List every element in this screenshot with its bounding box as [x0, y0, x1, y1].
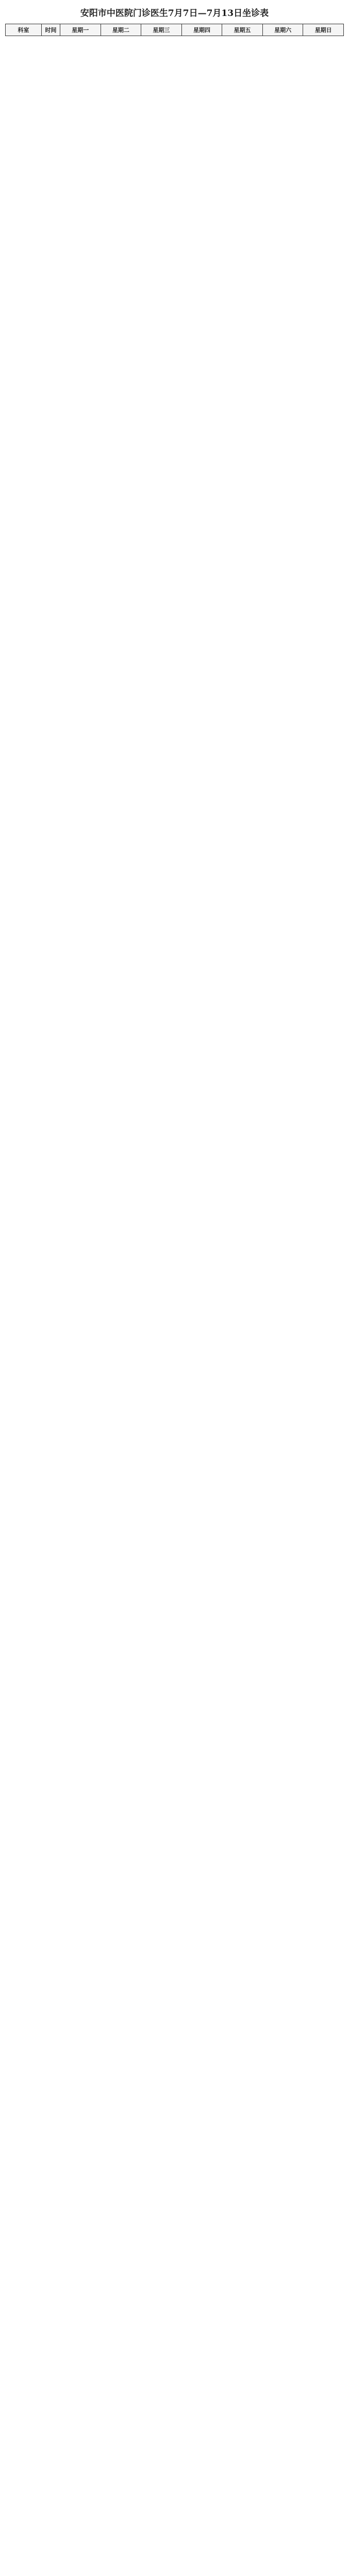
- header-row: [6, 24, 344, 36]
- schedule-page: [5, 0, 344, 36]
- header-day: 星期二: [101, 24, 141, 36]
- header-day: 星期三: [141, 24, 182, 36]
- header-day: 星期六: [262, 24, 303, 36]
- header-day: 星期五: [222, 24, 263, 36]
- header-slot: 时间: [42, 24, 60, 36]
- header-dept: 科室: [6, 24, 42, 36]
- header-day: 星期四: [181, 24, 222, 36]
- header-day: 星期日: [303, 24, 344, 36]
- schedule-table: [5, 24, 344, 36]
- header-day: 星期一: [60, 24, 101, 36]
- page-title: 安阳市中医院门诊医生7月7日—7月13日坐诊表: [80, 8, 269, 19]
